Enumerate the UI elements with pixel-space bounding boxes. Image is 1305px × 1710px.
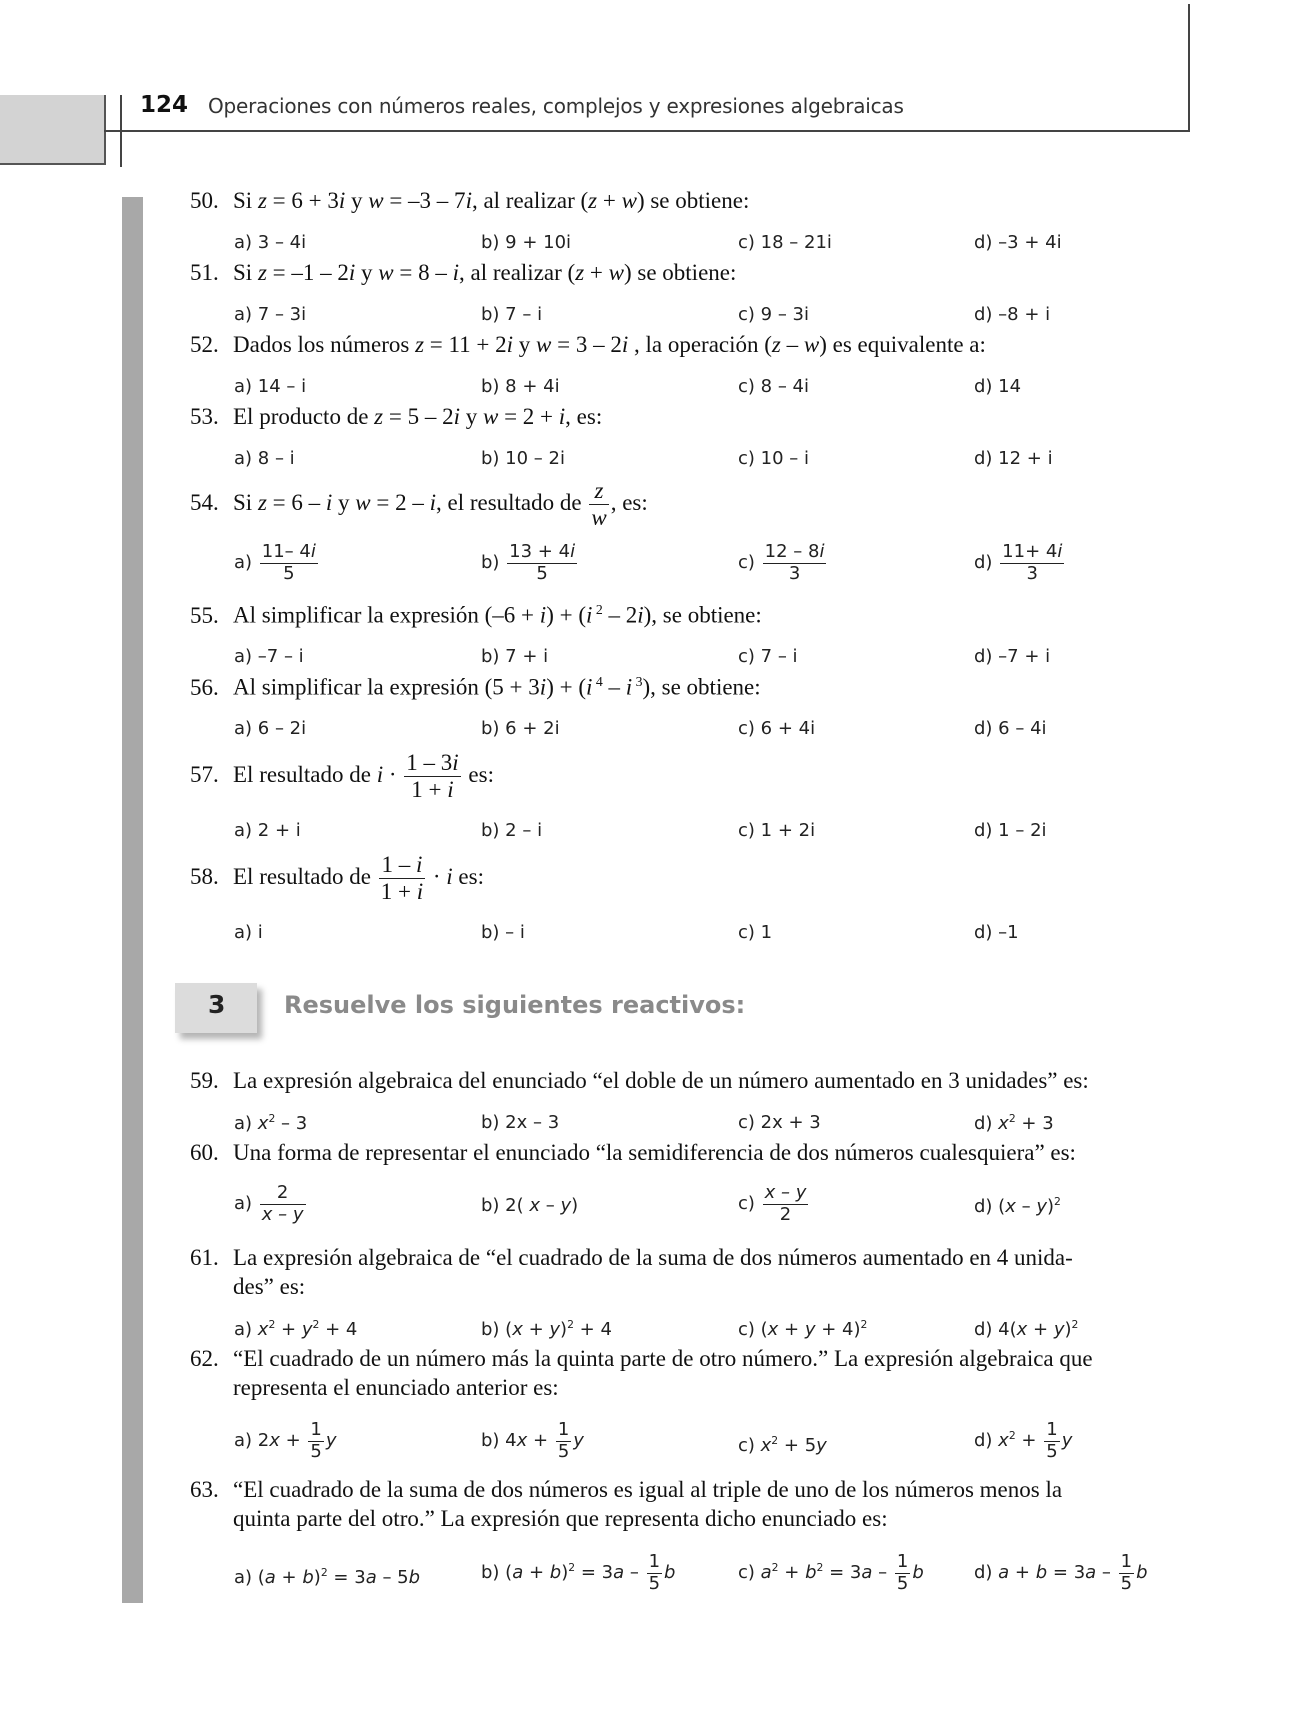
- option-d: d) (x – y)$^2$: [974, 1195, 1061, 1217]
- question-number: 50.: [190, 188, 219, 213]
- option-b: b) 9 + 10i: [481, 232, 572, 253]
- option-a: a) $x^2 + y^2 + 4$: [234, 1318, 358, 1340]
- option-d: d) –8 + i: [974, 304, 1051, 325]
- question-number: 52.: [190, 332, 219, 357]
- option-a: a) $(a + b)^2 = 3a - 5b$: [234, 1566, 421, 1588]
- question-52: 52. Dados los números z = 11 + 2i y w = 3 – 2i , la operación (z – w) es equivalente a:: [190, 332, 986, 357]
- question-text: “El cuadrado de la suma de dos números es igual al triple de uno de los números menos la: [233, 1477, 1063, 1502]
- side-bar-decoration: [122, 197, 143, 1603]
- option-c: c) 2x + 3: [738, 1112, 821, 1133]
- section-number: 3: [208, 990, 226, 1019]
- option-b: b) $(a + b)^2 = 3a$ – $\frac{1}{5}$ b: [481, 1551, 676, 1594]
- option-d: d) $4(x + y)^2$: [974, 1318, 1079, 1340]
- option-b: b) 7 – i: [481, 304, 543, 325]
- option-a: a) 3 – 4i: [234, 232, 307, 253]
- option-c: c) $\frac{12 - 8i}{3}$: [738, 541, 825, 584]
- question-55: 55. Al simplificar la expresión (–6 + i) + (i $^2$ – 2i), se obtiene:: [190, 602, 762, 628]
- option-b: b) 2( x – y): [481, 1195, 579, 1216]
- question-number: 61.: [190, 1245, 219, 1270]
- option-d: d) $x^2$ + $\frac{1}{5}$ y: [974, 1419, 1073, 1462]
- option-d: d) 6 – 4i: [974, 718, 1047, 739]
- question-number: 60.: [190, 1140, 219, 1165]
- option-d: d) –3 + 4i: [974, 232, 1062, 253]
- question-61: [190, 1245, 1073, 1271]
- option-d: d) a + b = 3a – $\frac{1}{5}$ b: [974, 1551, 1148, 1594]
- option-d: d) $x^2 + 3$: [974, 1112, 1054, 1134]
- option-d: d) 14: [974, 376, 1022, 397]
- option-d: d) –7 + i: [974, 646, 1051, 667]
- option-d: d) –1: [974, 922, 1019, 943]
- question-58: 58. El resultado de $\frac{1 - i}{1 + i}$ · i es:: [190, 852, 484, 905]
- question-54: 54. Si z = 6 – i y w = 2 – i, el resultado de $\frac{z}{w}$ , es:: [190, 478, 648, 531]
- option-c: c) 9 – 3i: [738, 304, 809, 325]
- question-51: 51. Si z = –1 – 2i y w = 8 – i, al realizar (z + w) se obtiene:: [190, 260, 737, 285]
- option-b: b) $(x + y)^2 + 4$: [481, 1318, 612, 1340]
- question-text: “El cuadrado de un número más la quinta parte de otro número.” La expresión algebraica que: [233, 1346, 1093, 1371]
- question-number: 53.: [190, 404, 219, 429]
- question-63-continuation: quinta parte del otro.” La expresión que representa dicho enunciado es:: [233, 1506, 888, 1531]
- option-d: d) $\frac{11+ 4i}{3}$: [974, 541, 1063, 584]
- option-c: c) 10 – i: [738, 448, 809, 469]
- option-a: a) $\frac{2}{x - y}$: [234, 1182, 304, 1225]
- option-b: b) 10 – 2i: [481, 448, 565, 469]
- option-a: a) 7 – 3i: [234, 304, 307, 325]
- page-corner-tab: [0, 95, 106, 165]
- question-62-continuation: representa el enunciado anterior es:: [233, 1375, 559, 1400]
- question-text: La expresión algebraica de “el cuadrado de la suma de dos números aumentado en 4 unida-: [233, 1245, 1073, 1270]
- option-b: b) 2x – 3: [481, 1112, 560, 1133]
- option-a: a) 14 – i: [234, 376, 307, 397]
- running-title: Operaciones con números reales, complejos y expresiones algebraicas: [208, 94, 904, 118]
- option-d: d) 1 – 2i: [974, 820, 1047, 841]
- option-a: a) –7 – i: [234, 646, 304, 667]
- option-c: c) 8 – 4i: [738, 376, 809, 397]
- question-number: 58.: [190, 864, 219, 890]
- question-number: 59.: [190, 1068, 219, 1093]
- question-56: 56. Al simplificar la expresión (5 + 3i) + (i $^4$ – i $^3$), se obtiene:: [190, 674, 761, 700]
- question-text: La expresión algebraica del enunciado “el doble de un número aumentado en 3 unidades” es:: [233, 1068, 1089, 1093]
- question-63: [190, 1477, 1062, 1503]
- question-number: 51.: [190, 260, 219, 285]
- question-number: 54.: [190, 490, 219, 516]
- option-b: b) $\frac{13 + 4i}{5}$: [481, 541, 576, 584]
- option-a: a) 2 + i: [234, 820, 301, 841]
- header-horizontal-rule: [104, 130, 1190, 132]
- option-a: a) $x^2 - 3$: [234, 1112, 308, 1134]
- option-a: a) 8 – i: [234, 448, 295, 469]
- question-number: 57.: [190, 762, 219, 788]
- question-60: [190, 1140, 1076, 1166]
- option-b: b) 8 + 4i: [481, 376, 560, 397]
- option-a: a) $\frac{11- 4i}{5}$: [234, 541, 316, 584]
- option-c: c) $a^2 + b^2 = 3a$ – $\frac{1}{5}$ b: [738, 1551, 924, 1594]
- option-c: c) 6 + 4i: [738, 718, 816, 739]
- question-61-continuation: des” es:: [233, 1274, 306, 1299]
- option-a: a) 2x + $\frac{1}{5}$ y: [234, 1419, 337, 1462]
- option-c: c) 18 – 21i: [738, 232, 832, 253]
- option-b: b) 4x + $\frac{1}{5}$ y: [481, 1419, 584, 1462]
- option-d: d) 12 + i: [974, 448, 1053, 469]
- question-text: Una forma de representar el enunciado “la semidiferencia de dos números cualesquiera” es:: [233, 1140, 1076, 1165]
- header-vertical-rule: [1188, 4, 1190, 132]
- section-title: Resuelve los siguientes reactivos:: [284, 991, 746, 1019]
- option-a: a) i: [234, 922, 263, 943]
- question-62: [190, 1346, 1093, 1372]
- question-number: 55.: [190, 602, 219, 628]
- page-number: 124: [140, 92, 189, 118]
- option-c: c) $x^2 + 5y$: [738, 1434, 827, 1456]
- question-53: 53. El producto de z = 5 – 2i y w = 2 + i, es:: [190, 404, 603, 429]
- question-57: 57. El resultado de i · $\frac{1 - 3i}{1 + i}$ es:: [190, 750, 494, 803]
- question-50: 50. Si z = 6 + 3i y w = –3 – 7i, al realizar (z + w) se obtiene:: [190, 188, 750, 213]
- option-b: b) – i: [481, 922, 525, 943]
- option-a: a) 6 – 2i: [234, 718, 307, 739]
- option-c: c) $\frac{x - y}{2}$: [738, 1182, 807, 1225]
- question-number: 63.: [190, 1477, 219, 1502]
- option-c: c) 1: [738, 922, 773, 943]
- option-c: c) 1 + 2i: [738, 820, 816, 841]
- question-number: 62.: [190, 1346, 219, 1371]
- question-59: [190, 1068, 1089, 1094]
- question-number: 56.: [190, 674, 219, 700]
- option-b: b) 6 + 2i: [481, 718, 560, 739]
- option-c: c) 7 – i: [738, 646, 798, 667]
- option-b: b) 7 + i: [481, 646, 549, 667]
- option-b: b) 2 – i: [481, 820, 543, 841]
- option-c: c) $(x + y + 4)^2$: [738, 1318, 868, 1340]
